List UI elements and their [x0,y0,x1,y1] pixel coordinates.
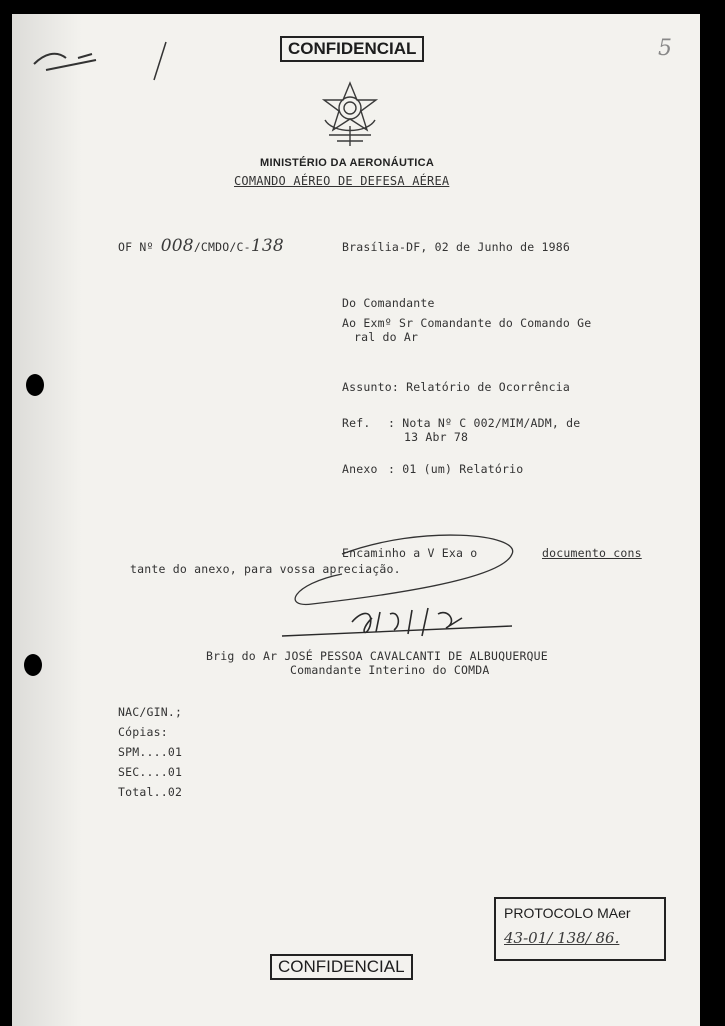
of-number-line [118,236,284,256]
subject-value: Relatório de Ocorrência [406,380,570,394]
classification-stamp-top: CONFIDENCIAL [280,36,424,62]
national-coat-of-arms-seal [317,80,383,148]
signatory-title: Comandante Interino do COMDA [290,663,490,677]
punch-hole [26,374,44,396]
protocol-stamp [494,897,666,961]
body-line-1a: Encaminho a V Exa o [342,546,478,560]
to-line-2: ral do Ar [354,330,419,344]
ministry-heading: MINISTÉRIO DA AERONÁUTICA [260,157,435,169]
protocol-stamp-title: PROTOCOLO MAer [504,905,631,921]
distribution-line: Cópias: [118,725,168,739]
place-date: Brasília-DF, 02 de Junho de 1986 [342,240,570,254]
body-line-2: tante do anexo, para vossa apreciação. [130,562,401,576]
document-page [12,14,700,1026]
classification-stamp-bottom: CONFIDENCIAL [270,954,413,980]
page-number: 5 [658,36,672,61]
handwritten-marks-top [26,36,186,86]
distribution-line: Total..02 [118,785,183,799]
handwritten-signature [262,514,552,654]
scan-shadow [12,14,82,1026]
distribution-block [118,702,182,802]
distribution-line: NAC/GIN.; [118,705,183,719]
of-seq-handwritten: 138 [250,236,284,256]
of-prefix: OF Nº [118,240,154,254]
subject-line [342,380,570,394]
to-line-1: Ao Exmº Sr Comandante do Comando Ge [342,316,592,330]
ref-value-line-2: 13 Abr 78 [404,430,469,444]
ref-value-line-1: : Nota Nº C 002/MIM/ADM, de [388,416,581,430]
body-line-1b: documento cons [542,546,642,560]
protocol-stamp-number: 43-01/ 138/ 86. [504,929,620,947]
from-line: Do Comandante [342,296,435,310]
punch-hole [24,654,42,676]
ref-label: Ref. [342,416,371,430]
signatory-name: Brig do Ar JOSÉ PESSOA CAVALCANTI DE ALBUQUERQUE [206,649,548,663]
subject-label: Assunto: [342,380,399,394]
distribution-line: SEC....01 [118,765,183,779]
anexo-value: : 01 (um) Relatório [388,462,524,476]
anexo-label: Anexo [342,462,378,476]
command-heading: COMANDO AÉREO DE DEFESA AÉREA [234,174,450,188]
distribution-line: SPM....01 [118,745,183,759]
of-number-handwritten: 008 [160,236,194,256]
of-unit: /CMDO/C- [193,240,251,254]
